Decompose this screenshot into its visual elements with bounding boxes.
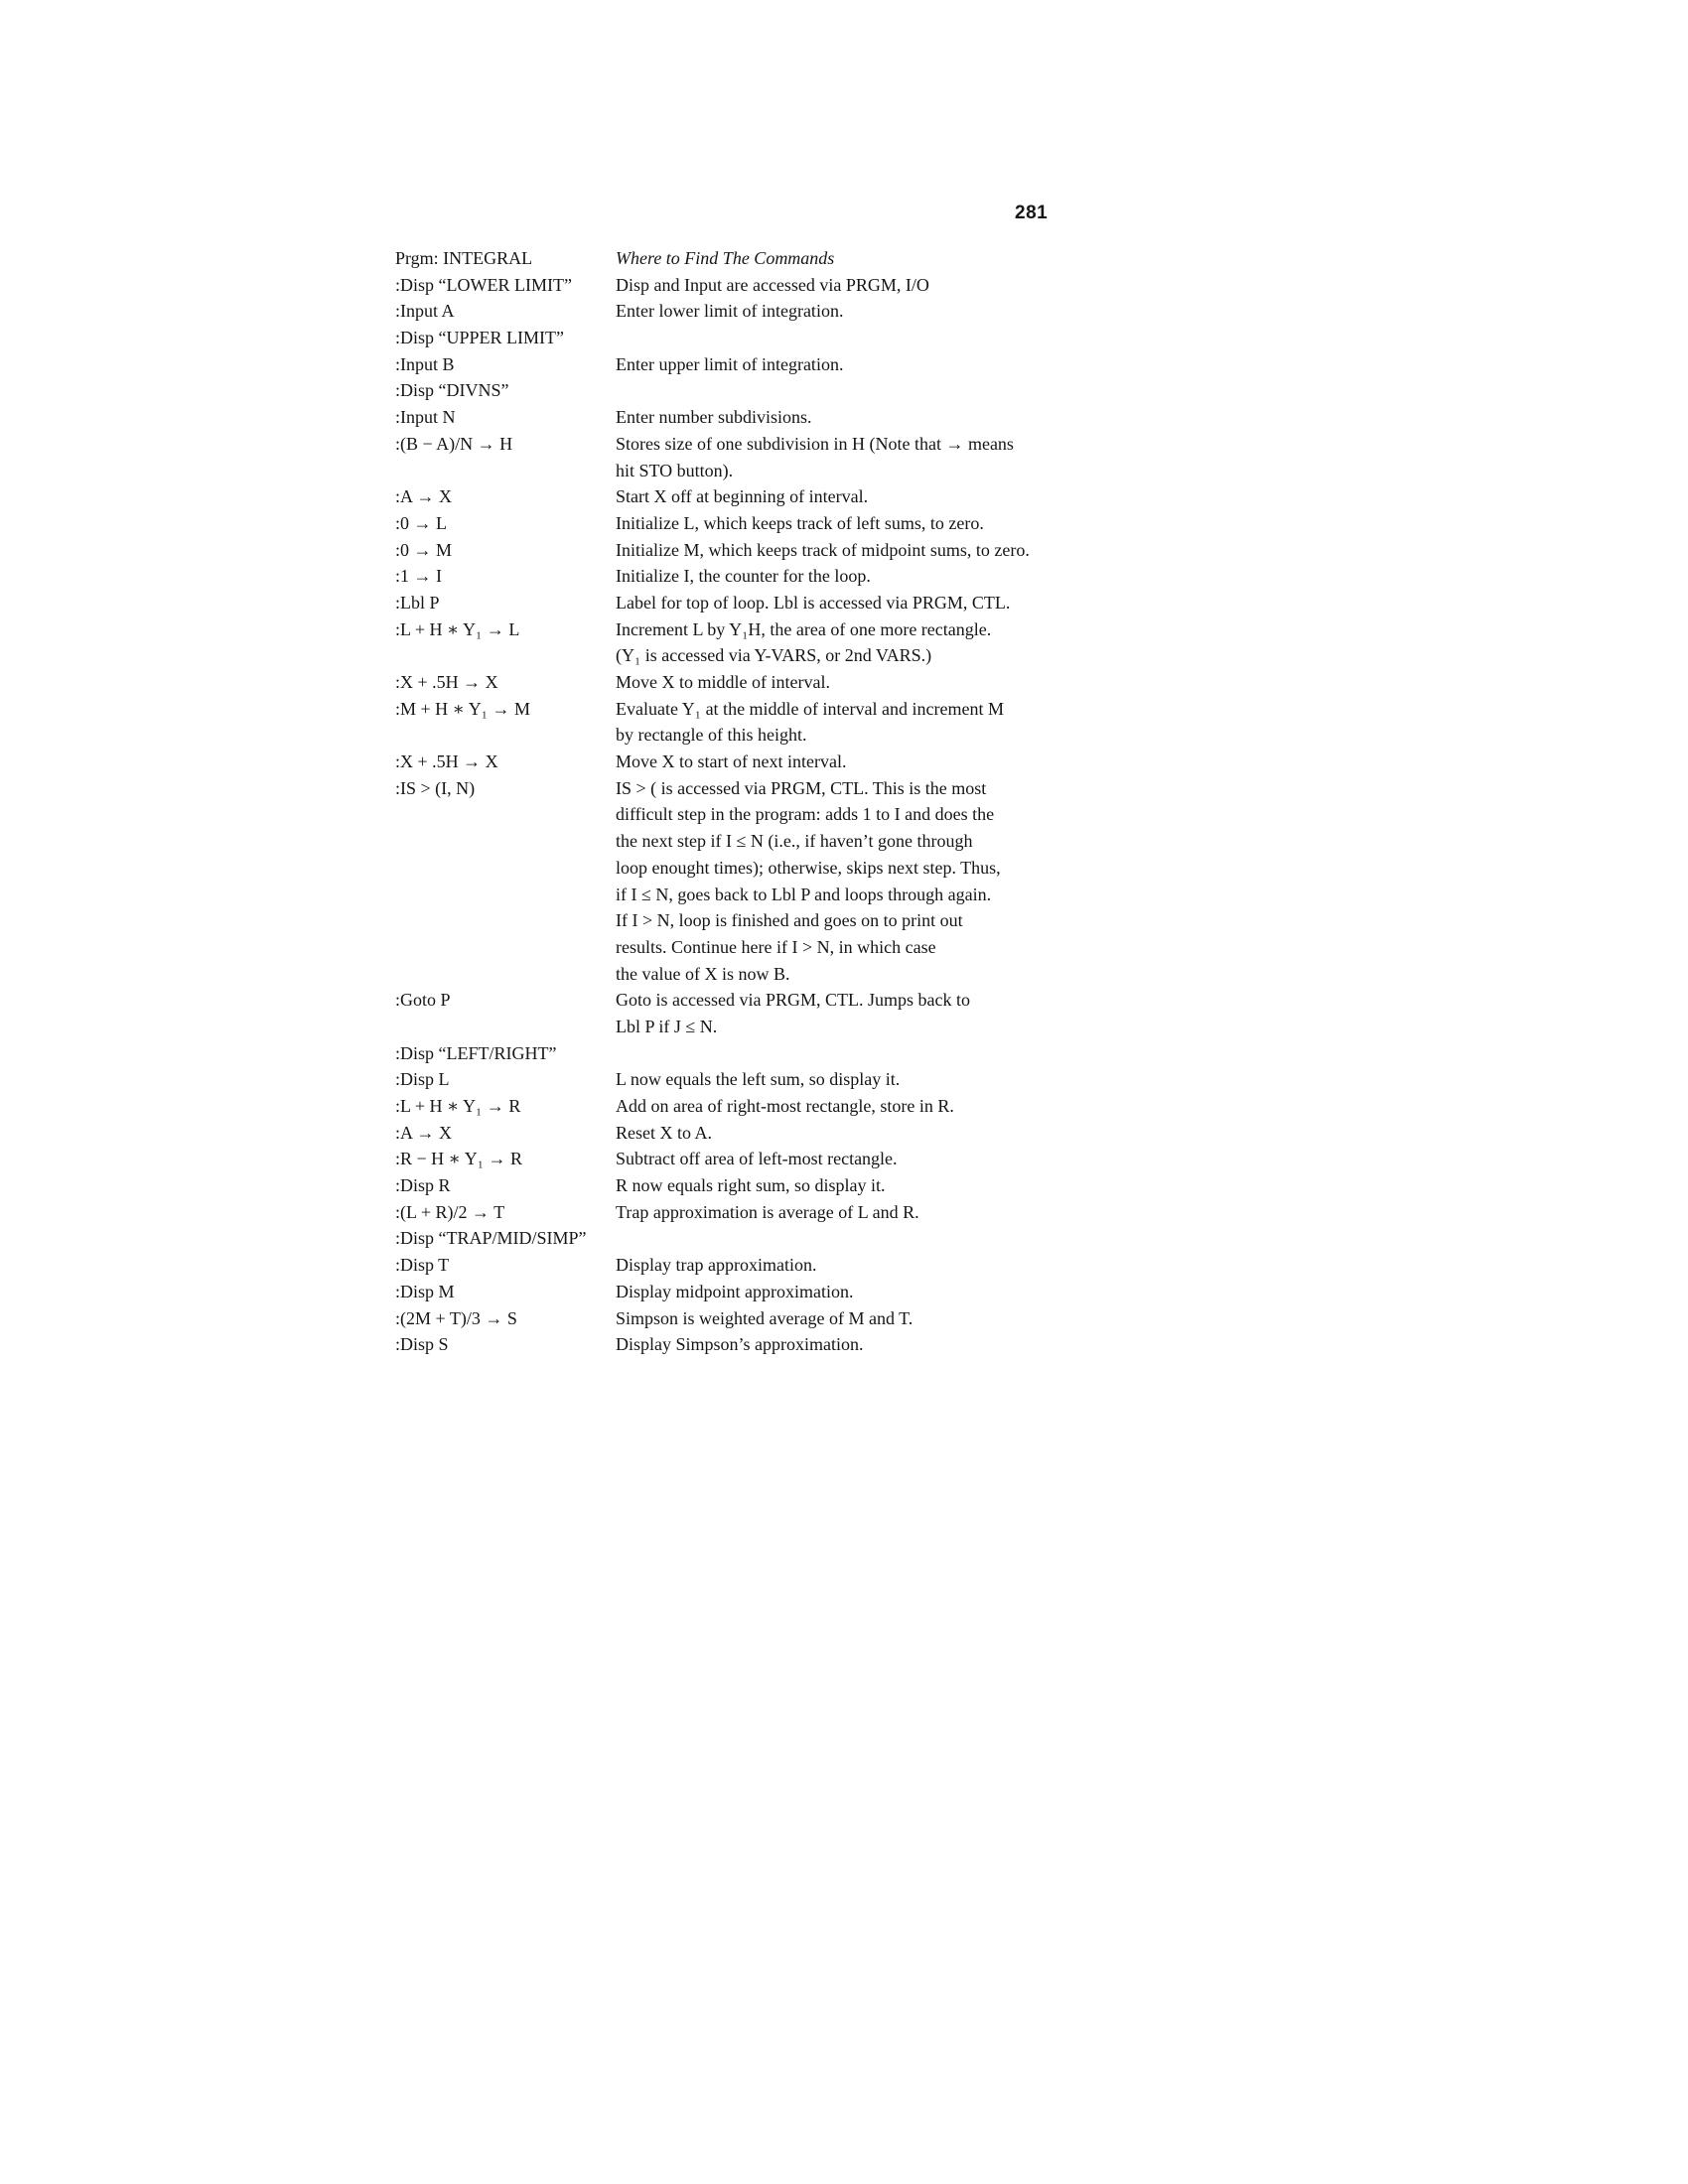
command-explanation-line: Evaluate Y₁ at the middle of interval and increment M	[616, 698, 1004, 719]
listing-row	[395, 1252, 1090, 1279]
command-explanation-line: Label for top of loop. Lbl is accessed via PRGM, CTL.	[616, 592, 1011, 613]
program-code-line: :L + H ∗ Y₁ → L	[395, 618, 520, 639]
listing-row	[395, 1040, 1090, 1067]
program-code-line	[395, 828, 616, 855]
listing-row	[395, 801, 1090, 828]
command-explanation-line: Initialize L, which keeps track of left sums, to zero.	[616, 512, 984, 533]
command-explanation-line: (Y₁ is accessed via Y-VARS, or 2nd VARS.)	[616, 645, 932, 666]
program-code-line: :A → X	[395, 486, 453, 507]
listing-row	[395, 1146, 1090, 1172]
listing-row	[395, 245, 1090, 272]
listing-row	[395, 775, 1090, 802]
command-explanation-line: Trap approximation is average of L and R.	[616, 1201, 919, 1222]
program-code-line: :R − H ∗ Y₁ → R	[395, 1149, 523, 1169]
listing-row	[395, 1172, 1090, 1199]
listing-row	[395, 1120, 1090, 1147]
program-code-line	[395, 1014, 616, 1040]
listing-row	[395, 987, 1090, 1014]
listing-row	[395, 325, 1090, 351]
listing-row	[395, 1279, 1090, 1305]
listing-row	[395, 1305, 1090, 1332]
listing-row	[395, 272, 1090, 299]
program-code-line: :A → X	[395, 1122, 453, 1143]
program-code-line: :M + H ∗ Y₁ → M	[395, 698, 531, 719]
command-explanation-line: hit STO button).	[616, 460, 734, 480]
command-explanation-line	[616, 325, 1090, 351]
listing-row	[395, 458, 1090, 484]
listing-row	[395, 882, 1090, 908]
program-code-line: :Disp L	[395, 1069, 450, 1090]
command-explanation-line: Start X off at beginning of interval.	[616, 486, 869, 507]
listing-row	[395, 642, 1090, 669]
listing-row	[395, 1014, 1090, 1040]
command-explanation-line: the value of X is now B.	[616, 963, 790, 984]
program-code-line: :X + .5H → X	[395, 672, 498, 692]
listing-row	[395, 510, 1090, 537]
command-explanation-line: If I > N, loop is finished and goes on to print out	[616, 910, 963, 931]
program-code-line	[395, 882, 616, 908]
program-code-line: :(L + R)/2 → T	[395, 1201, 505, 1222]
listing-row	[395, 1331, 1090, 1358]
command-explanation-line: Disp and Input are accessed via PRGM, I/O	[616, 274, 929, 295]
command-explanation-line	[616, 377, 1090, 404]
command-explanation-line: Initialize M, which keeps track of midpoint sums, to zero.	[616, 539, 1030, 560]
listing-row	[395, 590, 1090, 616]
listing-row	[395, 934, 1090, 961]
command-explanation-line: Move X to start of next interval.	[616, 751, 847, 772]
listing-row	[395, 431, 1090, 458]
listing-row	[395, 563, 1090, 590]
listing-row	[395, 351, 1090, 378]
command-explanation-line: Simpson is weighted average of M and T.	[616, 1307, 914, 1328]
page-number: 281	[1015, 203, 1049, 223]
command-explanation-line: R now equals right sum, so display it.	[616, 1175, 886, 1196]
command-explanation-line: Enter lower limit of integration.	[616, 301, 844, 322]
listing-row	[395, 616, 1090, 643]
program-code-line	[395, 907, 616, 934]
program-listing	[395, 245, 1090, 1358]
program-code-line: :IS > (I, N)	[395, 777, 476, 798]
listing-row	[395, 696, 1090, 723]
command-explanation-line: Stores size of one subdivision in H (Note that → means	[616, 433, 1014, 454]
program-code-line	[395, 961, 616, 988]
command-explanation-line: Lbl P if J ≤ N.	[616, 1016, 718, 1036]
listing-row	[395, 1066, 1090, 1093]
program-code-line: :Goto P	[395, 990, 451, 1011]
command-explanation-line: IS > ( is accessed via PRGM, CTL. This is the most	[616, 777, 987, 798]
command-explanation-line: Display midpoint approximation.	[616, 1281, 854, 1301]
program-code-line: :1 → I	[395, 566, 442, 587]
program-code-line	[395, 722, 616, 749]
listing-row	[395, 537, 1090, 564]
program-code-line: :L + H ∗ Y₁ → R	[395, 1096, 521, 1116]
program-code-line	[395, 801, 616, 828]
listing-row	[395, 749, 1090, 775]
command-explanation-line: L now equals the left sum, so display it.	[616, 1069, 901, 1090]
commands-column-header: Where to Find The Commands	[616, 248, 835, 268]
command-explanation-line: results. Continue here if I > N, in which case	[616, 936, 936, 957]
listing-row	[395, 1199, 1090, 1226]
listing-row	[395, 855, 1090, 882]
program-code-line: :Lbl P	[395, 592, 440, 613]
listing-row	[395, 1225, 1090, 1252]
command-explanation-line: Enter upper limit of integration.	[616, 353, 844, 374]
command-explanation-line: by rectangle of this height.	[616, 725, 807, 746]
listing-row	[395, 1093, 1090, 1120]
command-explanation-line: Goto is accessed via PRGM, CTL. Jumps back to	[616, 990, 970, 1011]
program-code-line: Prgm: INTEGRAL	[395, 248, 533, 268]
listing-row	[395, 722, 1090, 749]
listing-row	[395, 483, 1090, 510]
command-explanation-line: Initialize I, the counter for the loop.	[616, 566, 871, 587]
listing-row	[395, 828, 1090, 855]
program-code-line	[395, 458, 616, 484]
program-code-line: :0 → M	[395, 539, 453, 560]
program-code-line	[395, 642, 616, 669]
command-explanation-line: Display Simpson’s approximation.	[616, 1334, 864, 1355]
program-code-line: :Disp S	[395, 1334, 449, 1355]
command-explanation-line: if I ≤ N, goes back to Lbl P and loops through again.	[616, 884, 992, 904]
command-explanation-line: the next step if I ≤ N (i.e., if haven’t gone through	[616, 831, 973, 852]
command-explanation-line: Move X to middle of interval.	[616, 672, 830, 692]
command-explanation-line	[616, 1040, 1090, 1067]
program-code-line: :Disp M	[395, 1281, 455, 1301]
command-explanation-line: difficult step in the program: adds 1 to I and does the	[616, 804, 995, 825]
listing-row	[395, 907, 1090, 934]
program-code-line: :(B − A)/N → H	[395, 433, 513, 454]
listing-row	[395, 377, 1090, 404]
command-explanation-line: Add on area of right-most rectangle, store in R.	[616, 1096, 954, 1116]
command-explanation-line: Reset X to A.	[616, 1122, 712, 1143]
command-explanation-line: Display trap approximation.	[616, 1255, 817, 1276]
command-explanation-line: Subtract off area of left-most rectangle.	[616, 1149, 898, 1169]
program-code-line: :Disp “LOWER LIMIT”	[395, 274, 572, 295]
program-code-line: :Input B	[395, 353, 455, 374]
command-explanation-line: loop enought times); otherwise, skips next step. Thus,	[616, 857, 1001, 878]
command-explanation-line	[616, 1225, 1090, 1252]
program-code-line: :Disp “UPPER LIMIT”	[395, 328, 564, 348]
listing-row	[395, 298, 1090, 325]
program-code-line: :(2M + T)/3 → S	[395, 1307, 517, 1328]
program-code-line: :Disp “TRAP/MID/SIMP”	[395, 1228, 587, 1249]
program-code-line: :0 → L	[395, 512, 447, 533]
program-code-line: :Disp “DIVNS”	[395, 380, 509, 401]
listing-row	[395, 404, 1090, 431]
listing-row	[395, 669, 1090, 696]
program-code-line: :Disp R	[395, 1175, 451, 1196]
program-code-line: :Input A	[395, 301, 455, 322]
listing-row	[395, 961, 1090, 988]
program-code-line	[395, 934, 616, 961]
program-code-line: :Disp “LEFT/RIGHT”	[395, 1042, 557, 1063]
command-explanation-line: Enter number subdivisions.	[616, 407, 812, 428]
program-code-line	[395, 855, 616, 882]
command-explanation-line: Increment L by Y₁H, the area of one more rectangle.	[616, 618, 992, 639]
program-code-line: :X + .5H → X	[395, 751, 498, 772]
program-code-line: :Disp T	[395, 1255, 450, 1276]
program-code-line: :Input N	[395, 407, 456, 428]
